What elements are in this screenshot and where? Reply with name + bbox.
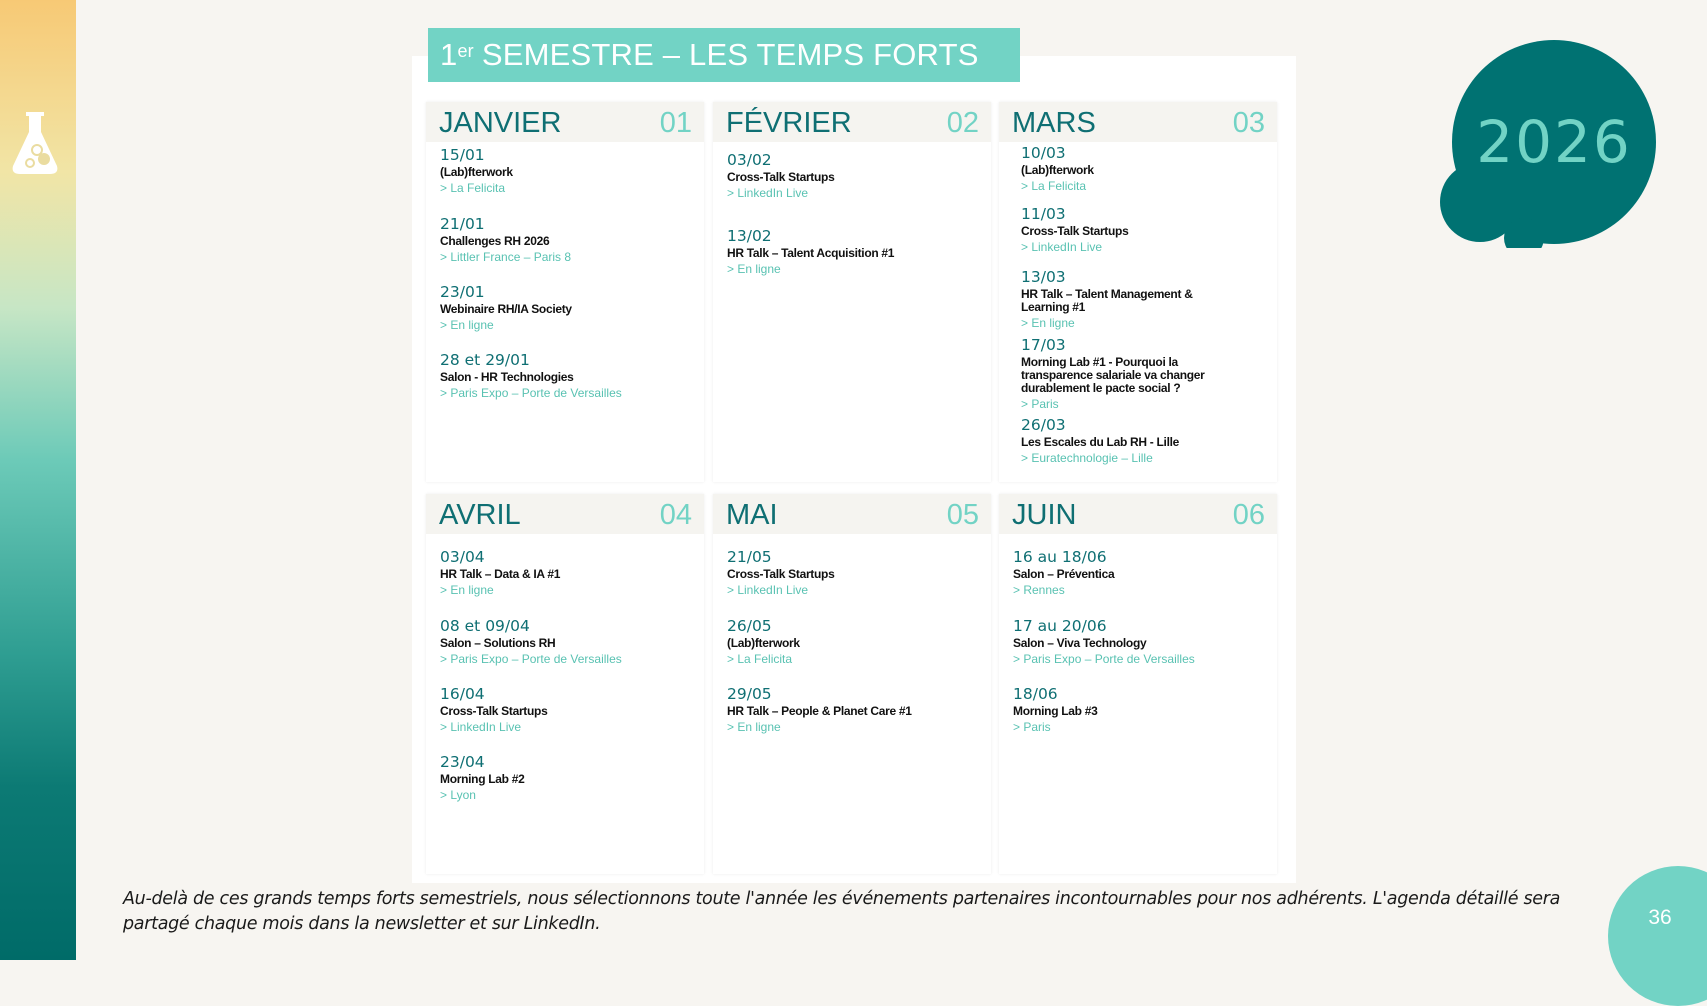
event-date: 10/03 — [1021, 144, 1066, 162]
event-item — [727, 686, 989, 734]
event-date: 23/04 — [440, 753, 485, 771]
title-prefix: 1 — [440, 37, 458, 72]
event-location: > LinkedIn Live — [727, 583, 809, 597]
event-date: 03/04 — [440, 548, 485, 566]
event-item — [440, 216, 702, 264]
event-location: > La Felicita — [1021, 179, 1087, 193]
event-item — [1021, 206, 1283, 254]
event-location: > La Felicita — [440, 181, 506, 195]
event-location: > Lyon — [440, 788, 476, 802]
event-location: > En ligne — [440, 318, 494, 332]
event-title: HR Talk – Talent Management & Learning #1 — [1021, 287, 1193, 314]
month-card — [999, 102, 1277, 482]
month-header — [713, 494, 991, 534]
event-title: Morning Lab #1 - Pourquoi la transparence salariale va changer durablement le pacte social ? — [1021, 355, 1205, 395]
event-date: 26/05 — [727, 617, 772, 635]
event-location: > Paris Expo – Porte de Versailles — [440, 652, 622, 666]
page-number: 36 — [1648, 906, 1672, 929]
event-location: > La Felicita — [727, 652, 793, 666]
event-item — [727, 618, 989, 666]
event-item — [1021, 337, 1283, 411]
event-location: > LinkedIn Live — [1021, 240, 1103, 254]
event-title: HR Talk – Talent Acquisition #1 — [727, 246, 895, 260]
event-title: (Lab)fterwork — [440, 165, 513, 179]
event-title: (Lab)fterwork — [727, 636, 800, 650]
event-location: > Paris — [1013, 720, 1051, 734]
month-name: FÉVRIER — [726, 107, 852, 139]
event-date: 23/01 — [440, 283, 485, 301]
month-number: 02 — [946, 107, 979, 139]
event-title: (Lab)fterwork — [1021, 163, 1094, 177]
event-title: Webinaire RH/IA Society — [440, 302, 572, 316]
event-location: > Paris Expo – Porte de Versailles — [440, 386, 622, 400]
event-date: 21/01 — [440, 215, 485, 233]
event-item — [1013, 618, 1275, 666]
flask-icon — [10, 110, 60, 176]
year-badge — [1436, 38, 1660, 248]
event-location: > LinkedIn Live — [727, 186, 809, 200]
event-item — [440, 754, 702, 802]
month-number: 05 — [946, 499, 979, 531]
month-card — [713, 102, 991, 482]
event-date: 11/03 — [1021, 205, 1066, 223]
event-title: Cross-Talk Startups — [440, 704, 548, 718]
event-title: Morning Lab #3 — [1013, 704, 1098, 718]
month-name: JUIN — [1012, 499, 1077, 531]
event-item — [440, 352, 702, 400]
event-item — [440, 284, 702, 332]
month-header — [713, 102, 991, 142]
page-number-badge — [1608, 866, 1707, 1006]
event-date: 13/03 — [1021, 268, 1066, 286]
month-card — [713, 494, 991, 874]
month-header — [999, 494, 1277, 534]
footer-note: Au-delà de ces grands temps forts semestriels, nous sélectionnons toute l'année les événements partenaires incontournables pour nos adhérents. L'agenda détaillé sera partagé chaque mois dans la newsletter et sur LinkedIn. — [123, 889, 1561, 934]
event-title: Cross-Talk Startups — [1021, 224, 1129, 238]
event-item — [1021, 269, 1283, 330]
event-title: Salon – Solutions RH — [440, 636, 556, 650]
month-name: JANVIER — [439, 107, 562, 139]
event-title: Les Escales du Lab RH - Lille — [1021, 435, 1180, 449]
event-date: 16/04 — [440, 685, 485, 703]
event-title: Challenges RH 2026 — [440, 234, 550, 248]
event-title: HR Talk – People & Planet Care #1 — [727, 704, 912, 718]
event-item — [727, 228, 989, 276]
month-name: AVRIL — [439, 499, 521, 531]
month-name: MAI — [726, 499, 778, 531]
title-superscript: er — [457, 41, 474, 61]
event-title: HR Talk – Data & IA #1 — [440, 567, 561, 581]
event-item — [1021, 417, 1283, 465]
sidebar — [0, 0, 76, 960]
event-date: 16 au 18/06 — [1013, 548, 1107, 566]
event-item — [1013, 686, 1275, 734]
event-location: > En ligne — [727, 262, 781, 276]
event-location: > En ligne — [727, 720, 781, 734]
event-item — [1013, 549, 1275, 597]
event-item — [727, 152, 989, 200]
month-number: 03 — [1232, 107, 1265, 139]
event-item — [440, 549, 702, 597]
event-date: 21/05 — [727, 548, 772, 566]
month-card — [426, 102, 704, 482]
month-number: 04 — [659, 499, 692, 531]
event-location: > Rennes — [1013, 583, 1065, 597]
event-date: 15/01 — [440, 146, 485, 164]
event-location: > En ligne — [440, 583, 494, 597]
event-title: Salon - HR Technologies — [440, 370, 574, 384]
event-item — [440, 147, 702, 195]
month-card — [426, 494, 704, 874]
month-header — [426, 102, 704, 142]
event-title: Morning Lab #2 — [440, 772, 525, 786]
event-date: 18/06 — [1013, 685, 1058, 703]
page-title — [428, 28, 1020, 82]
event-item — [1021, 145, 1283, 193]
event-date: 26/03 — [1021, 416, 1066, 434]
event-location: > Littler France – Paris 8 — [440, 250, 572, 264]
event-date: 28 et 29/01 — [440, 351, 530, 369]
event-item — [440, 618, 702, 666]
month-name: MARS — [1012, 107, 1096, 139]
month-header — [426, 494, 704, 534]
event-location: > Paris — [1021, 397, 1059, 411]
event-item — [727, 549, 989, 597]
month-number: 01 — [659, 107, 692, 139]
month-header — [999, 102, 1277, 142]
event-date: 17 au 20/06 — [1013, 617, 1107, 635]
event-location: > Paris Expo – Porte de Versailles — [1013, 652, 1195, 666]
event-item — [440, 686, 702, 734]
title-text: SEMESTRE – LES TEMPS FORTS — [481, 37, 979, 72]
event-title: Salon – Viva Technology — [1013, 636, 1147, 650]
event-date: 08 et 09/04 — [440, 617, 530, 635]
month-number: 06 — [1232, 499, 1265, 531]
event-title: Cross-Talk Startups — [727, 567, 835, 581]
event-title: Salon – Préventica — [1013, 567, 1115, 581]
event-date: 17/03 — [1021, 336, 1066, 354]
month-card — [999, 494, 1277, 874]
event-date: 29/05 — [727, 685, 772, 703]
event-location: > En ligne — [1021, 316, 1075, 330]
event-date: 13/02 — [727, 227, 772, 245]
event-date: 03/02 — [727, 151, 772, 169]
event-location: > Euratechnologie – Lille — [1021, 451, 1153, 465]
event-location: > LinkedIn Live — [440, 720, 522, 734]
event-title: Cross-Talk Startups — [727, 170, 835, 184]
year-text: 2026 — [1476, 108, 1632, 176]
